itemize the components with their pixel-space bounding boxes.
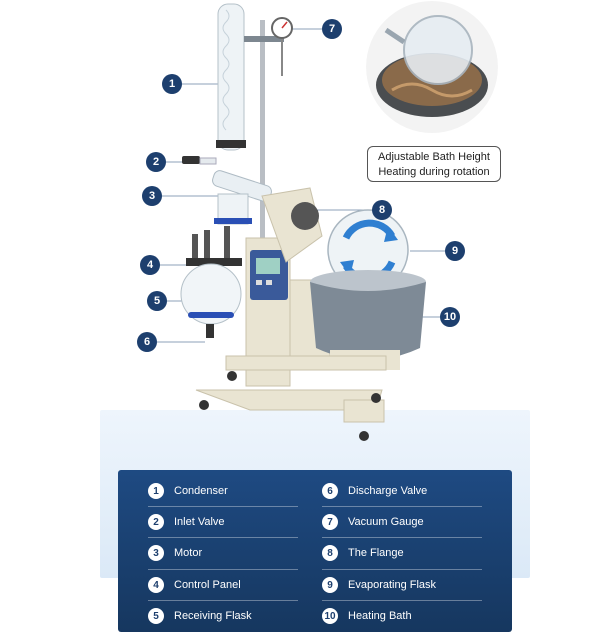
legend-number: 8 [322,545,338,561]
legend-item [322,480,427,502]
support-rod [260,20,265,250]
callout-2: 2 [146,152,166,172]
feature-note-line-2: Heating during rotation [378,166,490,178]
legend-number: 10 [322,608,338,624]
inlet-valve [182,156,216,164]
legend-label: The Flange [348,547,404,559]
legend-item [322,542,404,564]
callout-5: 5 [147,291,167,311]
callout-3: 3 [142,186,162,206]
legend-label: Vacuum Gauge [348,516,424,528]
callout-8: 8 [372,200,392,220]
legend-item [322,605,412,627]
receiving-flask [181,194,252,338]
legend-label: Inlet Valve [174,516,225,528]
legend-label: Discharge Valve [348,485,428,497]
legend-number: 9 [322,577,338,593]
flange [291,202,319,230]
callout-10: 10 [440,307,460,327]
legend-number: 3 [148,545,164,561]
callout-9: 9 [445,241,465,261]
legend-item [148,542,202,564]
legend-number: 2 [148,514,164,530]
legend-item [148,574,241,596]
legend-label: Evaporating Flask [348,579,437,591]
feature-note-line-1: Adjustable Bath Height [378,151,490,163]
vacuum-gauge [272,18,292,76]
legend-item [148,511,225,533]
legend-number: 6 [322,483,338,499]
base-frame [196,356,386,441]
legend-number: 7 [322,514,338,530]
callout-6: 6 [137,332,157,352]
legend-number: 5 [148,608,164,624]
control-panel [250,250,288,300]
legend-item [148,480,228,502]
parts-legend [118,470,512,632]
callout-7: 7 [322,19,342,39]
legend-item [322,511,424,533]
legend-label: Control Panel [174,579,241,591]
legend-item [148,605,252,627]
legend-label: Receiving Flask [174,610,252,622]
callout-4: 4 [140,255,160,275]
legend-number: 1 [148,483,164,499]
legend-label: Motor [174,547,203,559]
legend-item [322,574,436,596]
legend-label: Condenser [174,485,228,497]
legend-number: 4 [148,577,164,593]
callout-1: 1 [162,74,182,94]
legend-label: Heating Bath [348,610,412,622]
